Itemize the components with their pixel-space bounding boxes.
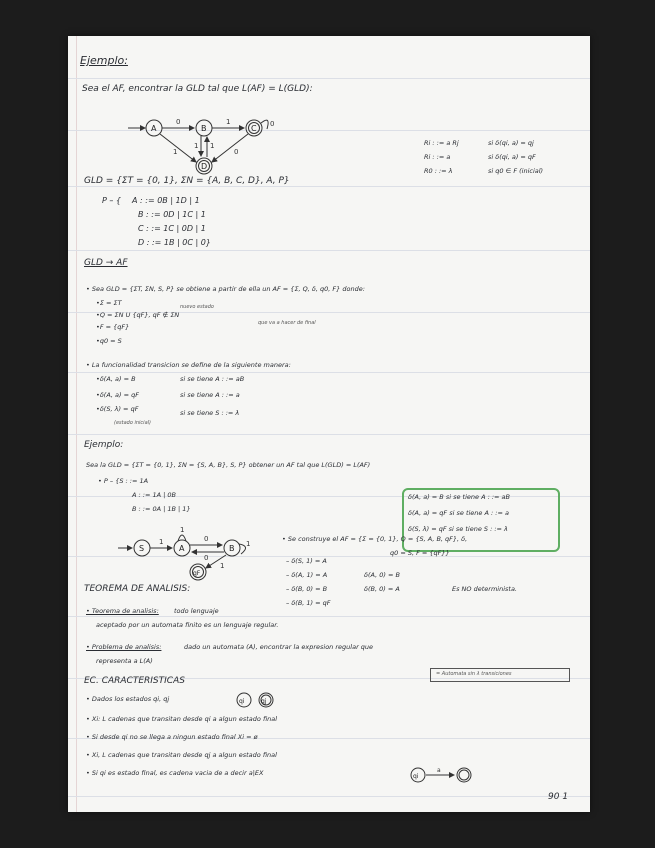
production-rule: A : := 1A | 0B xyxy=(132,491,176,499)
edge xyxy=(160,134,199,162)
automaton-diagram-2 xyxy=(114,526,274,582)
edge-label: 1 xyxy=(226,118,231,126)
nondeterministic-note: Es NO determinista. xyxy=(452,585,517,593)
page-number: 90 1 xyxy=(548,792,569,802)
section-title: EC. CARACTERISTICAS xyxy=(84,676,185,686)
annotation: que va a hacer de final xyxy=(258,320,316,326)
text-line: Sea la GLD = {ΣT = {0, 1}, ΣN = {S, A, B}, S, P} obtener un AF tal que L(GLD) = L(AF) xyxy=(86,461,371,469)
text-line: aceptado por un automata finito es un lenguaje regular. xyxy=(96,621,279,629)
rule-line xyxy=(68,434,590,435)
state-label: A xyxy=(151,124,157,133)
transition-cond: si se tiene S : := λ xyxy=(180,409,240,417)
rule-note-left: R0 : := λ xyxy=(424,167,453,175)
list-item: •Q = ΣN U {qF}, qF ∉ ΣN xyxy=(96,311,180,319)
notebook-page xyxy=(68,36,590,812)
transition-sketch xyxy=(408,764,478,786)
state-label: qi xyxy=(239,698,245,705)
text-line: q0 = S, F = {qF}} xyxy=(390,549,450,557)
text-line: dado un automata (A), encontrar la expresion regular que xyxy=(184,643,374,651)
delta-rule: – δ(S, 1) = A xyxy=(286,557,327,565)
rule-note-right: si δ(qi, a) = qF xyxy=(488,153,536,161)
state-label: qi xyxy=(413,773,419,780)
example-heading: Ejemplo: xyxy=(84,440,124,450)
production-rule: • P – {S : := 1A xyxy=(98,477,149,485)
automaton-diagram-1 xyxy=(118,114,298,184)
list-item: • Dados los estados qi, qj xyxy=(86,695,170,703)
rule-line xyxy=(68,372,590,373)
delta-rule: – δ(A, 1) = A xyxy=(286,571,328,579)
state-label: qj xyxy=(261,698,267,705)
transition-rule: •δ(A, a) = qF xyxy=(96,391,140,399)
production-rule: A : := 0B | 1D | 1 xyxy=(132,196,200,205)
list-item: • Xi: L cadenas que transitan desde qi a algun estado final xyxy=(86,715,278,723)
production-rule: D : := 1B | 0C | 0} xyxy=(138,238,211,247)
section-title: GLD → AF xyxy=(84,258,128,268)
term-heading: • Teorema de analisis: xyxy=(86,607,159,615)
edge-label: 1 xyxy=(220,562,225,570)
production-rule: B : := 0D | 1C | 1 xyxy=(138,210,206,219)
edge-label: 0 xyxy=(204,535,209,543)
delta-rule: δ(B, 0) = A xyxy=(364,585,400,593)
gld-definition: GLD = {ΣT = {0, 1}, ΣN = {A, B, C, D}, A, P} xyxy=(84,176,290,186)
edge-label: 1 xyxy=(173,148,178,156)
list-item: •q0 = S xyxy=(96,337,122,345)
rule-note-left: Ri : := a xyxy=(424,153,451,161)
list-item: • Si qi es estado final, es cadena vacia de a decir a|EX xyxy=(86,769,264,777)
state-label: B xyxy=(201,124,207,133)
edge xyxy=(212,134,248,162)
edge-label: 1 xyxy=(194,142,199,150)
state-label: B xyxy=(229,544,235,553)
delta-rule: – δ(B, 1) = qF xyxy=(286,599,331,607)
boxed-rule: δ(A, a) = qF si se tiene A : := a xyxy=(408,509,509,517)
edge-label: 0 xyxy=(270,120,275,128)
page-heading: Ejemplo: xyxy=(80,54,128,67)
list-item: •F = {qF} xyxy=(96,323,130,331)
productions-label: P – { xyxy=(102,196,121,205)
state-pair-sketch xyxy=(234,690,284,710)
state-label: A xyxy=(179,544,185,553)
final-marker xyxy=(459,770,469,780)
edge-label: 1 xyxy=(180,526,185,534)
text-line: representa a L(A) xyxy=(96,657,153,665)
rule-line xyxy=(68,250,590,251)
rule-note-left: Ri : := a Rj xyxy=(424,139,459,147)
text-line: • La funcionalidad transicion se define de la siguiente manera: xyxy=(86,361,291,369)
rule-note-right: si q0 ∈ F (inicial) xyxy=(488,167,544,175)
edge-label: 0 xyxy=(176,118,181,126)
section-title: TEOREMA DE ANALISIS: xyxy=(84,584,191,594)
state-label: S xyxy=(139,544,145,553)
production-rule: B : := 0A | 1B | 1} xyxy=(132,505,191,513)
edge-label: 0 xyxy=(234,148,239,156)
list-item: •Σ = ΣT xyxy=(96,299,122,307)
production-rule: C : := 1C | 0D | 1 xyxy=(138,224,206,233)
transition-cond: si se tiene A : := a xyxy=(180,391,240,399)
note-text: = Automata sin λ transiciones xyxy=(436,671,512,677)
annotation: (estado inicial) xyxy=(114,420,151,426)
delta-rule: δ(A, 0) = B xyxy=(364,571,400,579)
edge-label: 0 xyxy=(204,554,209,562)
list-item: • Xi, L cadenas que transitan desde qj a algun estado final xyxy=(86,751,277,759)
intro-line: Sea el AF, encontrar la GLD tal que L(AF) = L(GLD): xyxy=(82,84,313,94)
edge-label: 1 xyxy=(246,540,251,548)
edge-label: a xyxy=(437,767,441,774)
annotation: nuevo estado xyxy=(180,304,214,310)
text-line: todo lenguaje xyxy=(174,607,219,615)
transition-rule: •δ(S, λ) = qF xyxy=(96,405,139,413)
edge-label: 1 xyxy=(210,142,215,150)
transition-cond: si se tiene A : := aB xyxy=(180,375,245,383)
edge-label: 1 xyxy=(159,538,164,546)
rule-note-right: si δ(qi, a) = qj xyxy=(488,139,534,147)
rule-line xyxy=(68,78,590,79)
boxed-rule: δ(A, a) = B si se tiene A : := aB xyxy=(408,493,510,501)
boxed-rule: δ(S, λ) = qF si se tiene S : := λ xyxy=(408,525,508,533)
rule-line xyxy=(68,616,590,617)
text-line: • Sea GLD = {ΣT, ΣN, S, P} se obtiene a partir de ella un AF = {Σ, Q, δ, q0, F} donde: xyxy=(86,285,365,293)
state-label: D xyxy=(201,162,208,171)
margin-line xyxy=(76,36,77,812)
state-label: C xyxy=(251,124,257,133)
delta-rule: – δ(B, 0) = B xyxy=(286,585,328,593)
rule-line xyxy=(68,796,590,797)
state-label: qF xyxy=(193,570,201,577)
list-item: • Si desde qi no se llega a ningun estado final Xi = ø xyxy=(86,733,258,741)
term-heading: • Problema de analisis: xyxy=(86,643,162,651)
transition-rule: •δ(A, a) = B xyxy=(96,375,136,383)
text-line: • Se construye el AF = {Σ = {0, 1}, Q = {S, A, B, qF}, δ, xyxy=(282,535,468,543)
